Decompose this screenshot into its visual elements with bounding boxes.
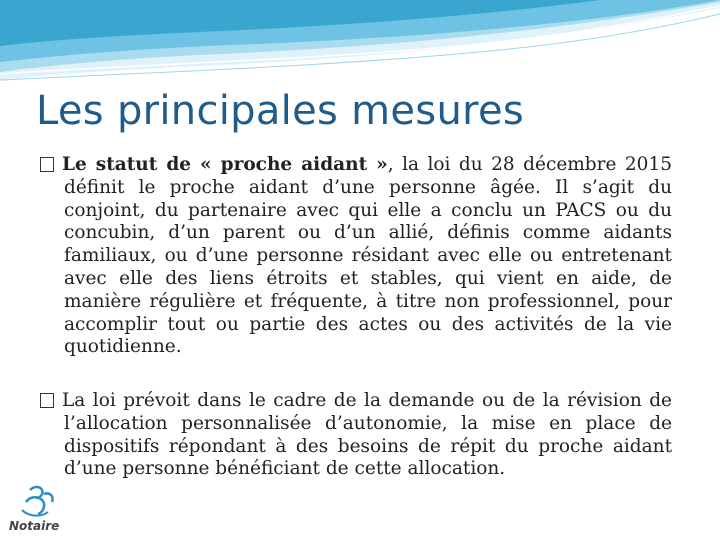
square-bullet-icon <box>40 157 54 172</box>
notaire-emblem-icon <box>0 482 76 522</box>
header-wave-decoration <box>0 0 720 90</box>
notaire-logo <box>0 482 76 540</box>
paragraph-text: , la loi du 28 décembre 2015 définit le proche aidant d’une personne âgée. Il s’agit du conjoint, du partenaire avec qui elle a conclu un PACS ou du concubin, d’un parent ou d’un allié, définis comme aidants familiaux, ou d’une personne résidant avec elle ou entretenant avec elle des liens étroits et stables, qui vient en aide, de manière régulière et fréquente, à titre non professionnel, pour accomplir tout ou partie des actes ou des activités de la vie quotidienne. <box>64 154 672 358</box>
logo-label: Notaire <box>9 519 60 533</box>
slide-title: Les principales mesures <box>36 88 525 134</box>
square-bullet-icon <box>40 393 54 408</box>
paragraph-proche-aidant <box>40 154 672 359</box>
paragraph-bold-lead: Le statut de « proche aidant » <box>62 154 388 175</box>
paragraph-repit <box>40 390 672 481</box>
paragraph-text: La loi prévoit dans le cadre de la demande ou de la révision de l’allocation personnalisée d’autonomie, la mise en place de dispositifs répondant à des besoins de répit du proche aidant d’une personne bénéficiant de cette allocation. <box>62 390 672 480</box>
